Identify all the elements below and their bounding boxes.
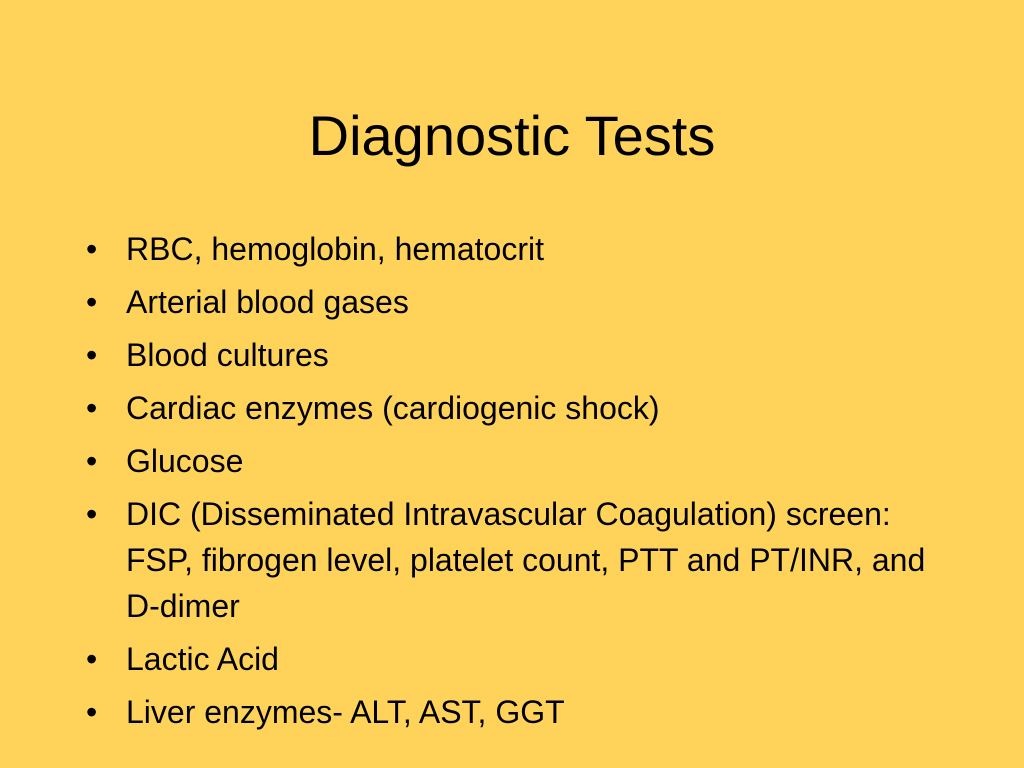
bullet-text: Cardiac enzymes (cardiogenic shock) [126, 390, 660, 426]
bullet-text: Glucose [126, 443, 244, 479]
bullet-text: RBC, hemoglobin, hematocrit [126, 231, 544, 267]
bullet-text: Arterial blood gases [126, 284, 409, 320]
list-item [86, 279, 966, 325]
bullet-text: Blood cultures [126, 337, 329, 373]
bullet-icon: • [86, 337, 98, 373]
bullet-icon: • [86, 443, 98, 479]
list-item [86, 491, 966, 629]
bullet-text: Lactic Acid [126, 641, 279, 677]
list-item [86, 438, 966, 484]
list-item [86, 385, 966, 431]
list-item [86, 332, 966, 378]
bullet-icon: • [86, 694, 98, 730]
slide-title: Diagnostic Tests [308, 104, 716, 167]
bullet-icon: • [86, 390, 98, 426]
bullet-text: DIC (Disseminated Intravascular Coagulation) screen: FSP, fibrogen level, platelet count, PTT and PT/INR, and D-dimer [126, 496, 926, 624]
bullet-icon: • [86, 641, 98, 677]
bullet-list [86, 226, 966, 742]
bullet-icon: • [86, 284, 98, 320]
list-item [86, 689, 966, 735]
bullet-text: Liver enzymes- ALT, AST, GGT [126, 694, 565, 730]
bullet-icon: • [86, 496, 98, 532]
list-item [86, 636, 966, 682]
bullet-icon: • [86, 231, 98, 267]
list-item [86, 226, 966, 272]
